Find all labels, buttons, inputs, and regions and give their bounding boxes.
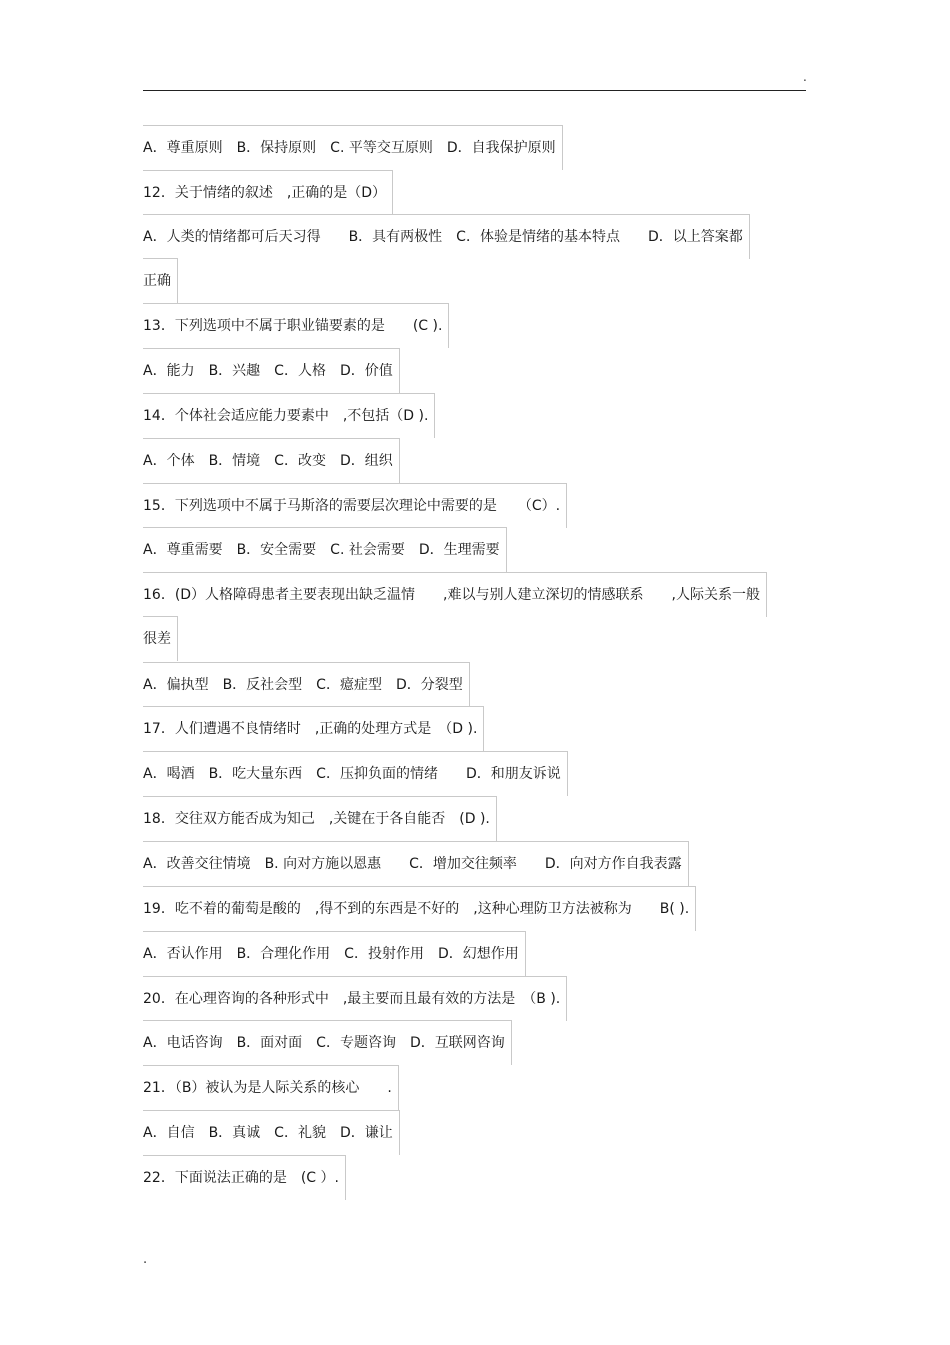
- answer-options-14: A．个体 B．情境 C．改变 D．组织: [143, 438, 400, 483]
- answer-options-11: A．尊重原则 B．保持原则 C. 平等交互原则 D．自我保护原则: [143, 125, 563, 170]
- answer-options-19: A．否认作用 B．合理化作用 C．投射作用 D．幻想作用: [143, 931, 526, 976]
- answer-options-16: A．偏执型 B．反社会型 C．癔症型 D．分裂型: [143, 662, 470, 707]
- footer-mark: .: [143, 1252, 148, 1267]
- header-rule: [143, 90, 806, 91]
- question-21: 21．（B）被认为是人际关系的核心 .: [143, 1065, 399, 1110]
- answer-options-13: A．能力 B．兴趣 C．人格 D．价值: [143, 348, 400, 393]
- question-16-cont: 很差: [143, 616, 178, 661]
- question-16: 16．(D）人格障碍患者主要表现出缺乏温情 ,难以与别人建立深切的情感联系 ,人际关系一般: [143, 572, 767, 617]
- question-19: 19．吃不着的葡萄是酸的 ,得不到的东西是不好的 ,这种心理防卫方法被称为 B( ).: [143, 886, 696, 931]
- question-22: 22．下面说法正确的是 (C ）.: [143, 1155, 346, 1200]
- question-18: 18．交往双方能否成为知己 ,关键在于各自能否 (D ).: [143, 796, 497, 841]
- answer-options-18: A．改善交往情境 B. 向对方施以恩惠 C．增加交往频率 D．向对方作自我表露: [143, 841, 689, 886]
- question-20: 20．在心理咨询的各种形式中 ,最主要而且最有效的方法是 （B ).: [143, 976, 567, 1021]
- question-17: 17．人们遭遇不良情绪时 ,正确的处理方式是 （D ).: [143, 706, 484, 751]
- header-corner-mark: .: [803, 70, 807, 84]
- question-13: 13．下列选项中不属于职业锚要素的是 (C ).: [143, 303, 449, 348]
- answer-options-17: A．喝酒 B．吃大量东西 C．压抑负面的情绪 D．和朋友诉说: [143, 751, 568, 796]
- question-14: 14．个体社会适应能力要素中 ,不包括（D ).: [143, 393, 435, 438]
- answer-options-20: A．电话咨询 B．面对面 C．专题咨询 D．互联网咨询: [143, 1020, 512, 1065]
- question-12: 12．关于情绪的叙述 ,正确的是（D）: [143, 170, 393, 215]
- answer-options-21: A．自信 B．真诚 C．礼貌 D．谦让: [143, 1110, 400, 1155]
- answer-options-12-cont: 正确: [143, 258, 178, 303]
- question-15: 15．下列选项中不属于马斯洛的需要层次理论中需要的是 （C）.: [143, 483, 567, 528]
- answer-options-15: A．尊重需要 B．安全需要 C. 社会需要 D．生理需要: [143, 527, 507, 572]
- answer-options-12: A．人类的情绪都可后天习得 B．具有两极性 C．体验是情绪的基本特点 D．以上答案都: [143, 214, 750, 259]
